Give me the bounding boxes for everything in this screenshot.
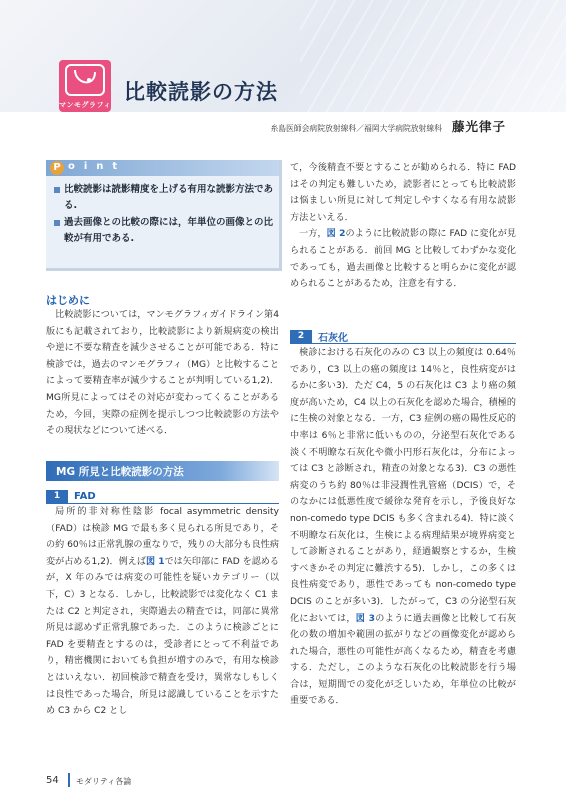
intro-heading: はじめに — [46, 294, 90, 307]
col2-text-b2: のように比較読影の際に FAD に変化が見られることがある．前回 MG と比較してわずかな変化であっても，過去画像と比較すると明らかに変化が認められることがあるため，注意を有する． — [290, 229, 516, 290]
subsection-calcification — [290, 329, 348, 343]
mammography-category-badge — [59, 60, 111, 112]
point-item: 比較読影は読影精度を上げる有用な読影方法である. — [54, 182, 274, 213]
section-heading-bar — [46, 461, 279, 481]
author-line — [200, 117, 506, 135]
page-number: 54 — [46, 775, 59, 786]
author-name: 藤光律子 — [451, 119, 506, 134]
figure-1-link[interactable]: 図 1 — [145, 556, 165, 567]
col2-paragraph — [290, 226, 516, 292]
fad-text-a: 局所的非対称性陰影 focal asymmetric density（FAD）は検診 MG で最も多く見られる所見であり，その約 60％は正常乳腺の重なりで，残りの大部分も良性病変が占める1,2)．例えば — [46, 507, 279, 567]
col2-continuation: て，今後精査不要とすることが勧められる．特に FAD はその判定も難しいため，読影者にとっても比較読影は悩ましい所見に対して判定しやすくなる有用な読影方法といえる． — [290, 163, 516, 223]
footer-divider — [68, 773, 70, 787]
footer-label: モダリティ各論 — [76, 777, 132, 786]
subsection-label: 石灰化 — [318, 332, 348, 344]
subsection-number: 1 — [46, 490, 68, 503]
affiliation: 糸島医師会病院放射線科／福岡大学病院放射線科 — [270, 124, 442, 133]
calcification-body — [290, 345, 516, 710]
section-heading: MG 所見と比較読影の方法 — [56, 466, 184, 478]
page-title: 比較読影の方法 — [124, 80, 278, 104]
point-badge: P — [50, 161, 64, 175]
calcification-paragraph — [290, 345, 516, 710]
point-item: 過去画像との比較の際には，年単位の画像との比較が有用である. — [54, 215, 274, 246]
point-word: oint — [68, 161, 127, 172]
subsection-fad — [46, 489, 96, 503]
category-label: マンモグラフィ — [59, 101, 111, 109]
subsection-underline — [290, 343, 516, 344]
figure-2-link[interactable]: 図 2 — [326, 229, 346, 240]
col2-text-b1: 一方， — [299, 229, 327, 240]
fad-body — [46, 504, 279, 720]
intro-paragraph: 比較読影については，マンモグラフィガイドライン第4版にも記載されており，比較読影により新規病変の検出や逆に不要な精査を減少させることが可能である．特に検診では，過去のマンモグラフィ（MG）と比較することによって要精査率が減少することが判明している1,2)．MG所見によってはその対応が変わってくることがあるため，今回，実際の症例を提示しつつ比較読影の方法やその現状などについて述べる． — [46, 310, 279, 437]
fad-text-b: では矢印部に FAD を認めるが，X 年のみでは病変の可能性を疑いカテゴリー（以下，C）3 となる．しかし，比較読影では変化なく C1 または C2 と判定され，実際過去の精査では，同部に異常所見は認めず正常乳腺であった．このように検診ごとに FAD を要精査とするのは，受診者にとって不利益であり，精密機関においても負担が増すのみで，有用な検診とはいえない．初回検診で精査を受け，異常なしもしくは良性であった場合，所見は認識していることを示すため C3 から C2 とし — [46, 556, 280, 717]
point-box — [46, 160, 282, 271]
subsection-label: FAD — [74, 490, 96, 502]
figure-3-link[interactable]: 図 3 — [355, 613, 375, 624]
calc-text-a: 検診における石灰化のみの C3 以上の頻度は 0.64％であり，C3 以上の癌の頻度は 14％と，良性病変がはるかに多い3)．ただ C4，5 の石灰化は C3 より癌の頻度が高いため，C4 以上の石灰化を認めた場合，積極的に生検の対象となる．一方，C3 症例の癌の陽性反応的中率は 6％と非常に低いものの，分泌型石灰化である淡く不明瞭な石灰化や微小円形石灰化は，分布によっては C3 と診断され，精査の対象となる3)．C3 の悪性病変のうち約 80％は非浸潤性乳管癌（DCIS）で，そのなかには低悪性度で緩徐な発育を示し，予後良好な non-comedo type DCIS も多く含まれる4)．特に淡く不明瞭な石灰化は，生検による病理結果が境界病変として診断されることがあり，経過観察とするか，生検すべきかその判定に難渋する5)．しかし，この多くは良性病変であり，悪性であっても non-comedo type DCIS のことが多い3)．したがって，C3 の分泌型石灰化においては， — [290, 348, 516, 624]
breast-icon — [65, 64, 105, 96]
fad-paragraph — [46, 504, 279, 720]
intro-body — [46, 307, 279, 440]
column-2-top — [290, 160, 516, 293]
subsection-number: 2 — [290, 330, 312, 343]
point-list — [54, 182, 274, 248]
calc-text-b: のように過去画像と比較して石灰化の数の増加や範囲の拡がりなどの画像変化が認められた場合，悪性の可能性が高くなるため，精査を考慮する．ただし，このような石灰化の比較読影を行う場合は，短期間での変化が乏しいため，年単位の比較が重要である． — [290, 613, 516, 707]
point-tag — [46, 160, 279, 176]
header-decoration — [300, 0, 566, 112]
